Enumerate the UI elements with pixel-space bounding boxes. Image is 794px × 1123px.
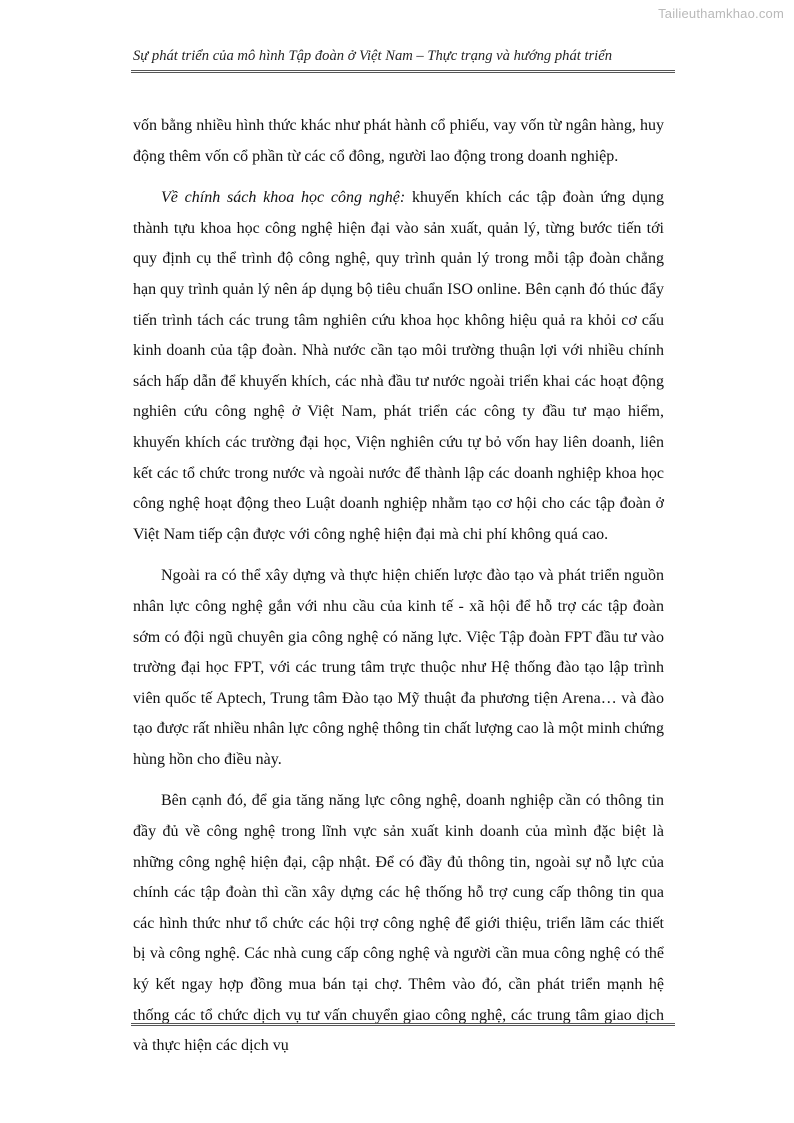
paragraph-text: khuyến khích các tập đoàn ứng dụng thành tựu khoa học công nghệ hiện đại vào sản xuất, quản lý, từng bước tiến tới quy định cụ thể trình độ công nghệ, quy trình quản lý trong mỗi tập đoàn chẳng hạn quy trình quản lý nên áp dụng bộ tiêu chuẩn ISO online. Bên cạnh đó thúc đẩy tiến trình tách các trung tâm nghiên cứu khoa học không hiệu quả ra khỏi cơ cấu kinh doanh của tập đoàn. Nhà nước cần tạo môi trường thuận lợi với nhiều chính sách hấp dẫn để khuyến khích, các nhà đầu tư nước ngoài triển khai các hoạt động nghiên cứu công nghệ ở Việt Nam, phát triển các công ty đầu tư mạo hiểm, khuyến khích các trường đại học, Viện nghiên cứu tự bỏ vốn hay liên doanh, liên kết các tổ chức trong nước và ngoài nước để thành lập các doanh nghiệp khoa học công nghệ hoạt động theo Luật doanh nghiệp nhằm tạo cơ hội cho các tập đoàn ở Việt Nam tiếp cận được với công nghệ hiện đại mà chi phí không quá cao. [133,189,665,543]
paragraph-science-policy [133,183,664,550]
paragraph-workforce-training: Ngoài ra có thể xây dựng và thực hiện chiến lược đào tạo và phát triển nguồn nhân lực công nghệ gắn với nhu cầu của kinh tế - xã hội để hỗ trợ các tập đoàn sớm có đội ngũ chuyên gia công nghệ có năng lực. Việc Tập đoàn FPT đầu tư vào trường đại học FPT, với các trung tâm trực thuộc như Hệ thống đào tạo lập trình viên quốc tế Aptech, Trung tâm Đào tạo Mỹ thuật đa phương tiện Arena… và đào tạo được rất nhiều nhân lực công nghệ thông tin chất lượng cao là một minh chứng hùng hồn cho điều này. [133,567,664,768]
page-header-title: Sự phát triển của mô hình Tập đoàn ở Việt Nam – Thực trạng và hướng phát triển [133,48,613,64]
paragraph-continued: vốn bằng nhiều hình thức khác như phát hành cổ phiếu, vay vốn từ ngân hàng, huy động thêm vốn cổ phần từ các cổ đông, người lao động trong doanh nghiệp. [133,117,664,165]
watermark-text: Tailieuthamkhao.com [658,6,784,21]
paragraph-technology-information: Bên cạnh đó, để gia tăng năng lực công nghệ, doanh nghiệp cần có thông tin đầy đủ về công nghệ trong lĩnh vực sản xuất kinh doanh của mình đặc biệt là những công nghệ hiện đại, cập nhật. Để có đầy đủ thông tin, ngoài sự nỗ lực của chính các tập đoàn thì cần xây dựng các hệ thống hỗ trợ cung cấp thông tin qua các hình thức như tổ chức các hội trợ công nghệ để giới thiệu, triển lãm các thiết bị và công nghệ. Các nhà cung cấp công nghệ và người cần mua công nghệ có thể ký kết ngay hợp đồng mua bán tại chợ. Thêm vào đó, cần phát triển mạnh hệ thống các tổ chức dịch vụ tư vấn chuyển giao công nghệ, các trung tâm giao dịch và thực hiện các dịch vụ [133,792,664,1055]
header-divider [131,70,675,73]
footer-divider [131,1023,675,1026]
paragraph-lead-heading: Về chính sách khoa học công nghệ: [161,189,406,207]
document-body [133,111,664,1073]
